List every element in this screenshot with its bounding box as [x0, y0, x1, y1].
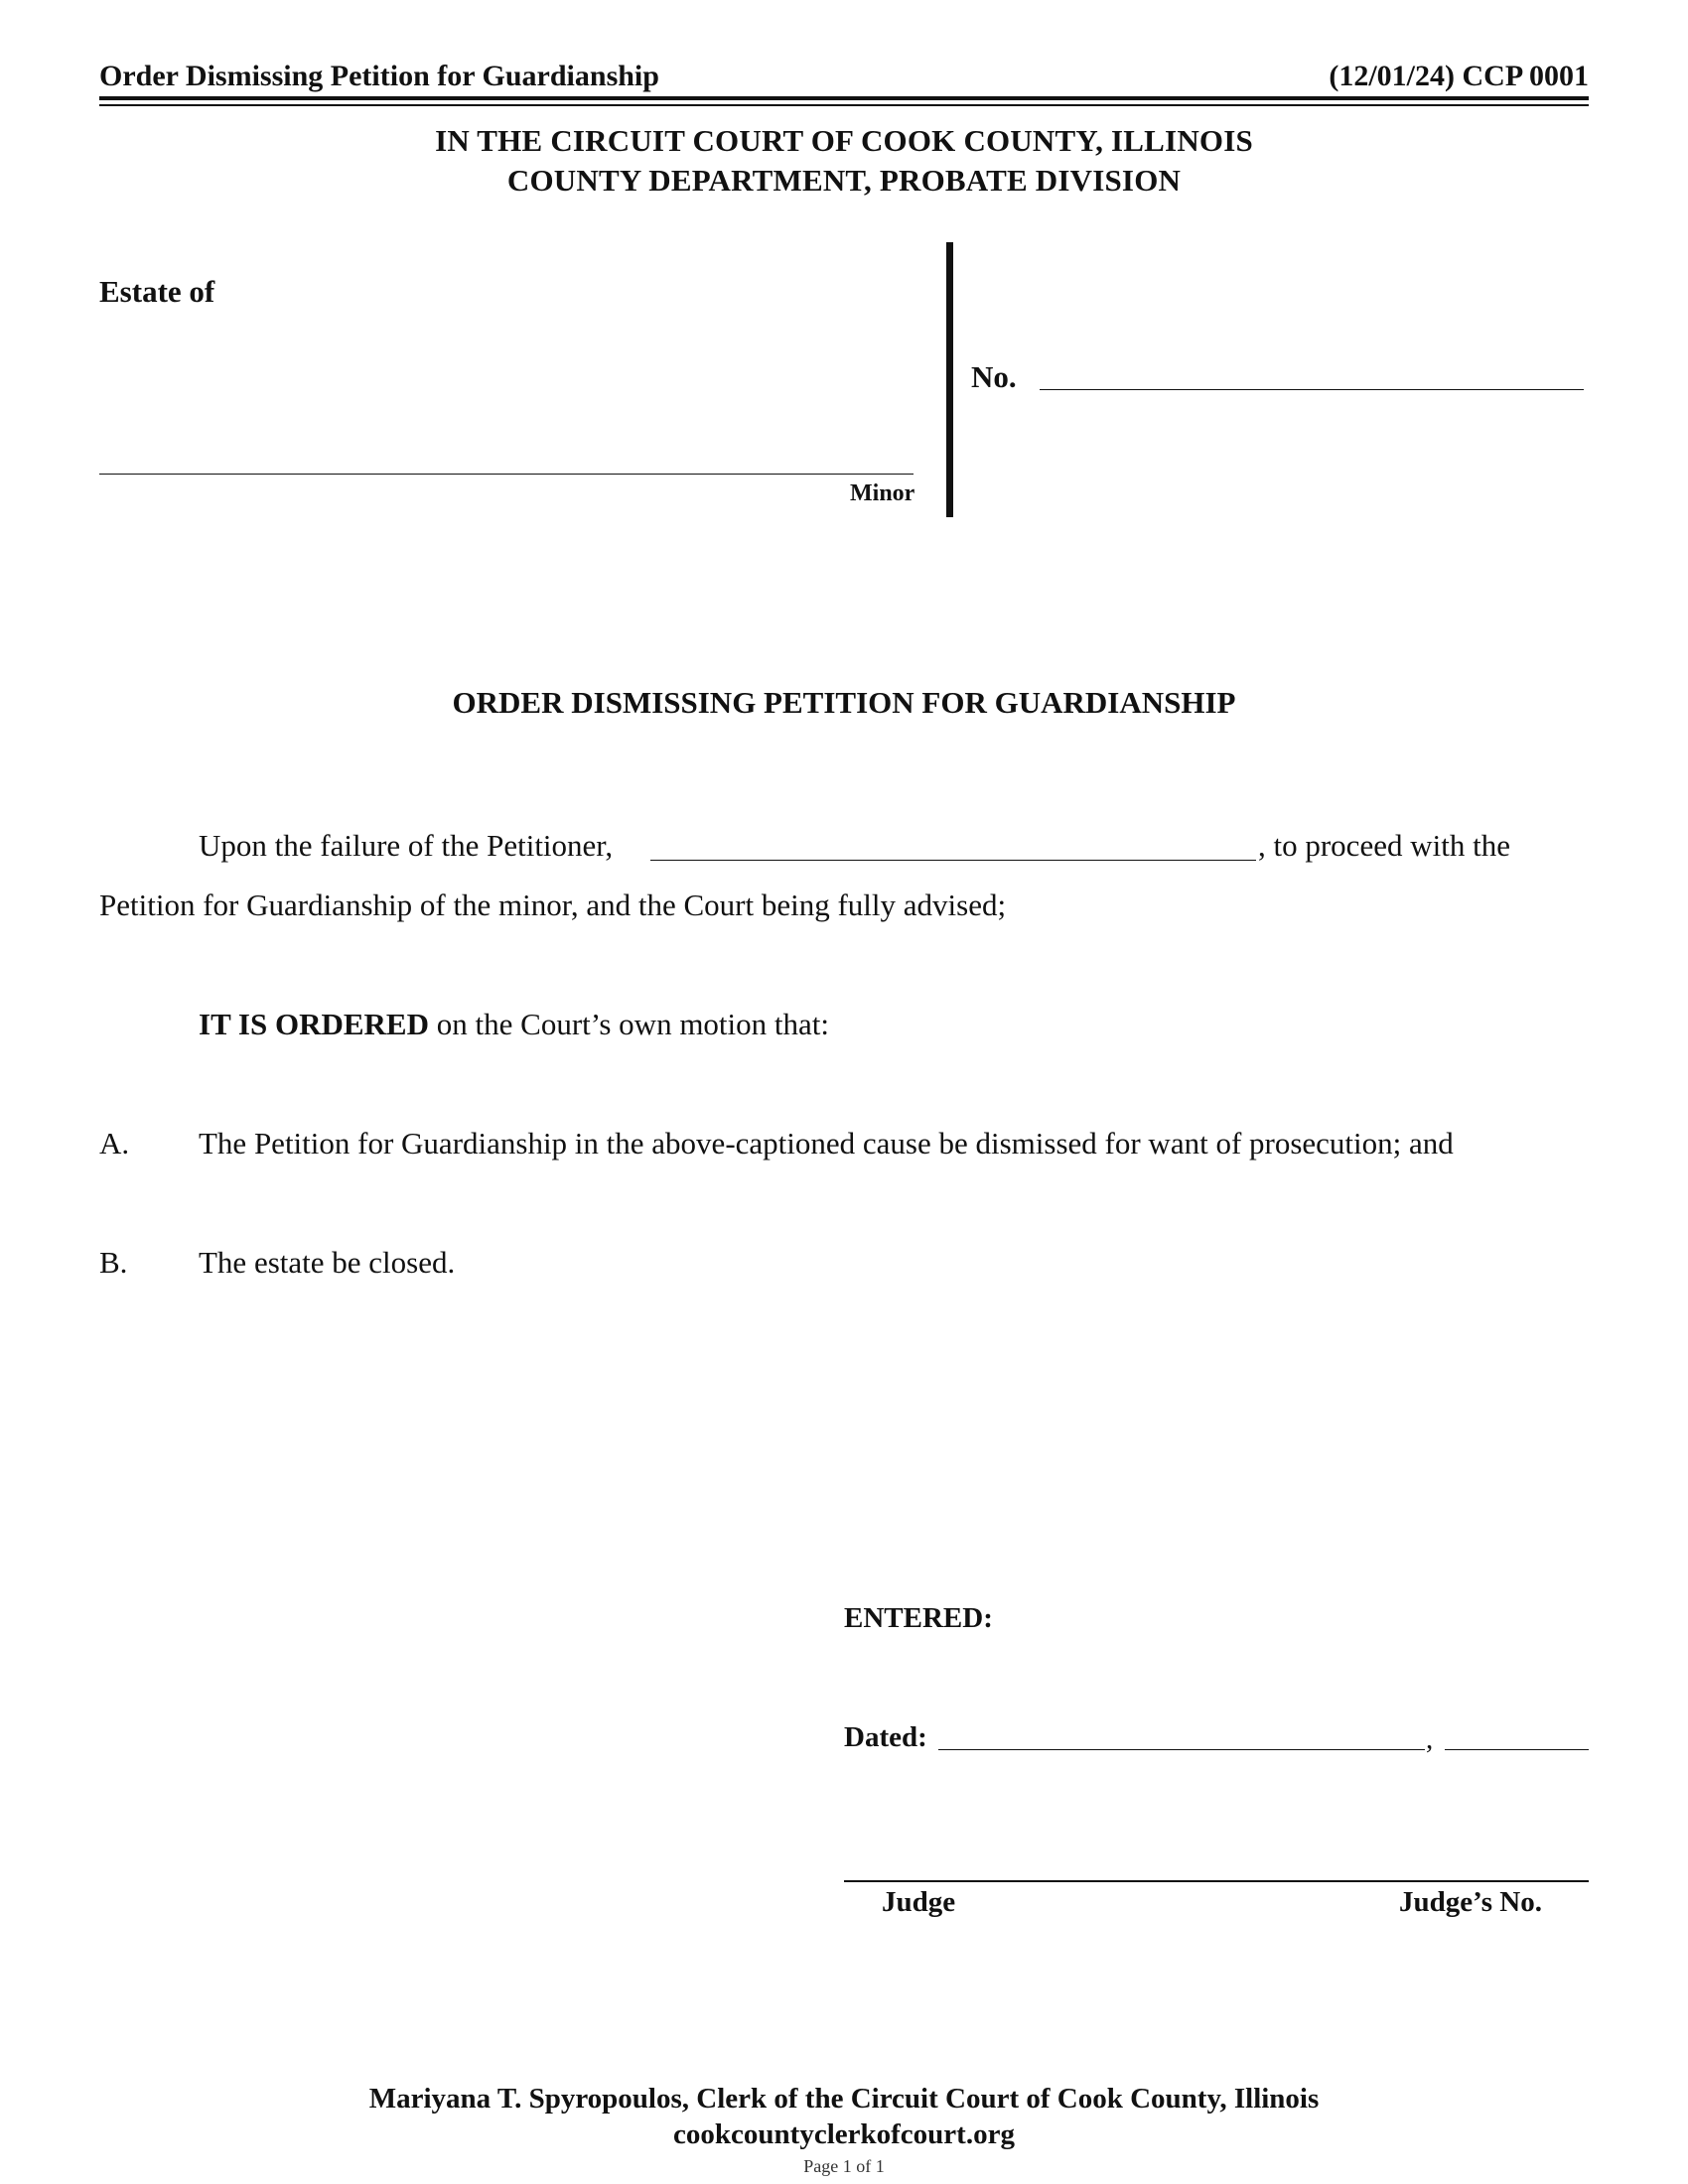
- header-rule-thin: [99, 104, 1589, 106]
- estate-of-label: Estate of: [99, 274, 215, 309]
- ordered-bold: IT IS ORDERED: [199, 1007, 430, 1041]
- ordered-rest: on the Court’s own motion that:: [429, 1007, 830, 1041]
- form-title: Order Dismissing Petition for Guardianship: [99, 60, 659, 92]
- item-a-text: The Petition for Guardianship in the above-captioned cause be dismissed for want of prosecution; and: [199, 1126, 1454, 1160]
- item-b-text: The estate be closed.: [199, 1245, 456, 1280]
- minor-name-field[interactable]: [99, 474, 914, 475]
- minor-label: Minor: [850, 480, 915, 506]
- dated-label: Dated:: [844, 1721, 927, 1753]
- caption-divider: [946, 242, 953, 517]
- header-rule-thick: [99, 96, 1589, 100]
- case-number-field[interactable]: [1040, 389, 1584, 390]
- petitioner-name-field[interactable]: [650, 860, 1256, 861]
- dated-year-field[interactable]: [1445, 1749, 1589, 1750]
- order-title: ORDER DISMISSING PETITION FOR GUARDIANSHIP: [452, 685, 1236, 720]
- form-code: (12/01/24) CCP 0001: [1329, 60, 1589, 92]
- ordered-clause: [199, 1007, 829, 1042]
- item-b-letter: B.: [99, 1245, 128, 1280]
- judge-number-label: Judge’s No.: [1399, 1886, 1542, 1918]
- judge-label: Judge: [882, 1886, 956, 1918]
- paragraph-1-tail: , to proceed with the: [1258, 828, 1510, 863]
- footer-clerk: Mariyana T. Spyropoulos, Clerk of the Circuit Court of Cook County, Illinois: [368, 2083, 1320, 2115]
- item-a-letter: A.: [99, 1126, 130, 1160]
- judge-signature-field[interactable]: [844, 1880, 1589, 1882]
- footer-website[interactable]: cookcountyclerkofcourt.org: [673, 2118, 1015, 2150]
- dated-month-day-field[interactable]: [938, 1749, 1425, 1750]
- dated-comma: ,: [1426, 1723, 1434, 1755]
- court-name: IN THE CIRCUIT COURT OF COOK COUNTY, ILLINOIS: [435, 123, 1253, 158]
- paragraph-1-lead: Upon the failure of the Petitioner,: [199, 828, 614, 863]
- case-number-label: No.: [971, 359, 1017, 394]
- entered-label: ENTERED:: [844, 1602, 993, 1634]
- court-division: COUNTY DEPARTMENT, PROBATE DIVISION: [506, 163, 1182, 198]
- paragraph-1-line2: Petition for Guardianship of the minor, and the Court being fully advised;: [99, 887, 1007, 922]
- page-number: Page 1 of 1: [803, 2156, 885, 2176]
